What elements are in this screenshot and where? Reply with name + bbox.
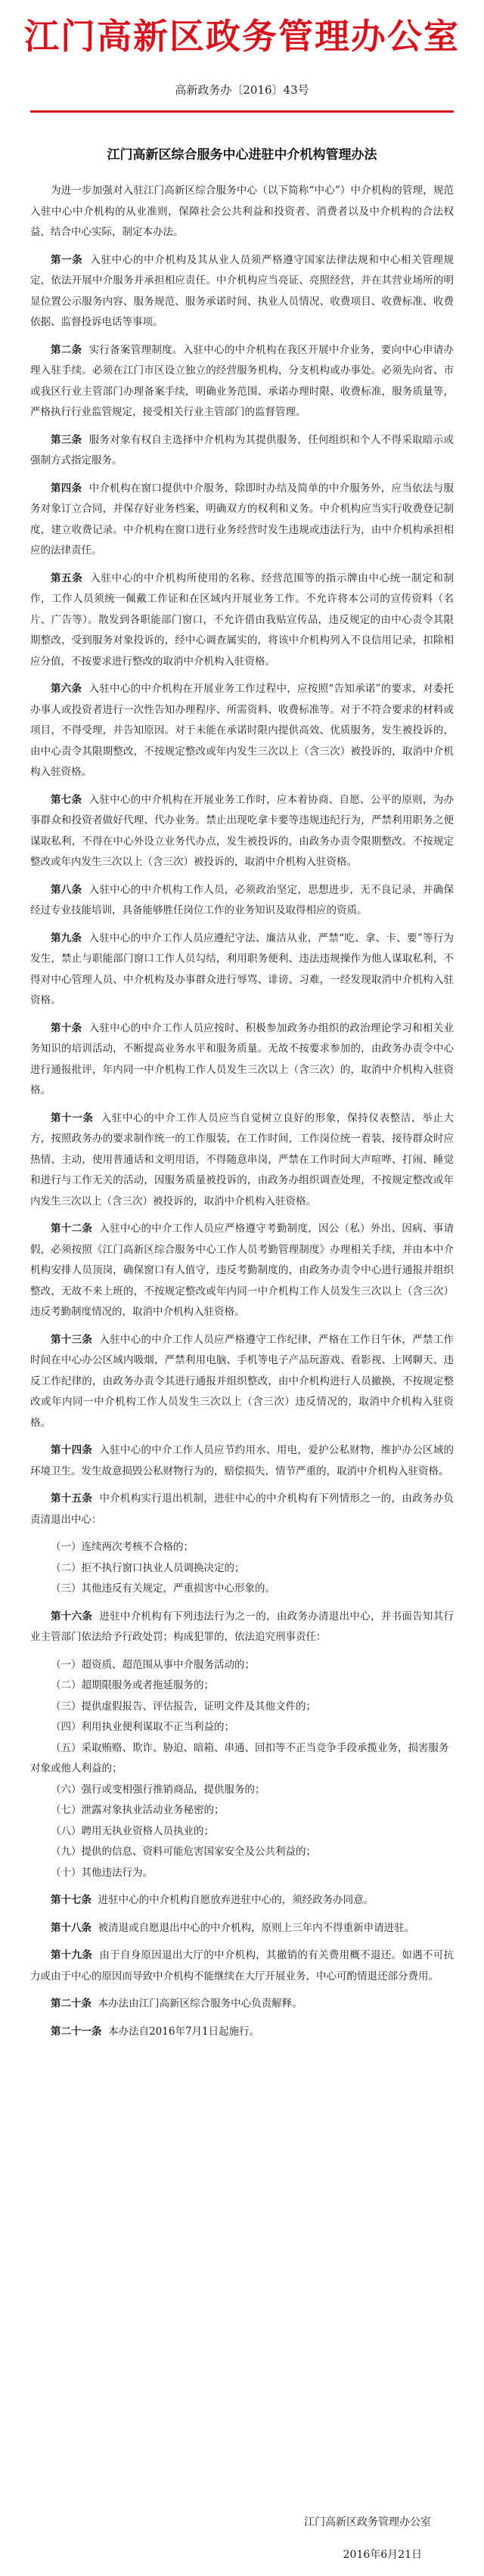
article-paragraph	[30, 679, 454, 783]
article-paragraph	[30, 1918, 454, 1939]
article-text: 中介机构实行退出机制，进驻中心的中介机构有下列情形之一的，由政务办负责清退出中心：	[30, 1493, 454, 1526]
article-label: 第十七条	[51, 1894, 92, 1906]
article-paragraph	[30, 1945, 454, 1987]
article-text: 入驻中心的中介工作人员应当自觉树立良好的形象，保持仪表整洁，举止大方，按照政务办的要求制作统一的工作服装，在工作时间，工作岗位统一着装，接待群众时应热情、主动，使用普通话和文明用语，不得随意串岗，严禁在工作时间大声喧哗、打闹、睡觉和进行与工作无关的活动，因服务质量被投诉的，由政务办组织调查处理，不按规定整改或年内发生三次以上（含三次）被投诉的，取消中介机构入驻资格。	[30, 1111, 455, 1207]
article-label: 第十三条	[51, 1333, 93, 1346]
articles-list	[30, 250, 454, 1531]
article-paragraph	[30, 1330, 454, 1434]
article-text: 入驻中心的中介机构工作人员，必须政治坚定，思想进步，无不良记录，并确保经过专业技能培训，具备能够胜任岗位工作的业务知识及取得相应的资质。	[30, 883, 455, 916]
article-text: 由于自身原因退出大厅的中介机构，其撤销的有关费用概不退还。如遇不可抗力或由于中心的原因而导致中介机构不能继续在大厅开展业务，中心可酌情退还部分费用。	[30, 1949, 454, 1982]
article-label: 第二十条	[51, 1998, 92, 2010]
document-title: 江门高新区综合服务中心进驻中介机构管理办法	[107, 147, 377, 163]
article-label: 第九条	[51, 932, 82, 944]
list-item: （五）采取贿赂、欺诈、胁迫、暗箱、串通、回扣等不正当竞争手段承揽业务，损害服务对象或他人利益的；	[30, 1741, 449, 1775]
document-body	[30, 144, 454, 2049]
red-divider-line	[30, 110, 454, 113]
list-item: （二）超期限服务或者拖延服务的；	[51, 1679, 214, 1691]
article-paragraph	[30, 1018, 454, 1102]
list-item: （十）其他违法行为。	[51, 1866, 153, 1879]
article-text: 入驻中心的中介工作人员应节约用水、用电，爱护公私财物，维护办公区域的环境卫生。发生故意损毁公私财物行为的，赔偿损失，情节严重的，取消中介机构入驻资格。	[30, 1444, 454, 1477]
article-text: 入驻中心的中介机构所使用的名称、经营范围等的指示牌由中心统一制定和制作，工作人员须统一佩戴工作证和在区域内开展业务工作。不允许将本公司的宣传资料（名片、广告等）。散发到各职能部门窗口，不允许借由我贴宣传品，违反规定的由中心责令其限期整改，受到服务对象投诉的，经中心调查属实的，将该中介机构列入不良信用记录，扣除相应分值，不按要求进行整改的取消中介机构入驻资格。	[30, 572, 455, 668]
article-paragraph	[30, 928, 454, 1012]
article-paragraph	[30, 790, 454, 873]
list-item: （九）提供的信息、资料可能危害国家安全及公共利益的；	[51, 1846, 316, 1858]
article-label: 第一条	[51, 253, 83, 266]
list-item: （四）利用执业便利谋取不正当利益的；	[51, 1721, 234, 1733]
list-item: （三）其他违反有关规定，严重损害中心形象的。	[51, 1582, 275, 1595]
article-paragraph	[30, 569, 454, 673]
list-item: （六）强行或变相强行推销商品，提供服务的；	[51, 1783, 265, 1796]
article-text: 实行备案管理制度。入驻中心的中介机构在我区开展中介业务，要向中心申请办理入驻手续。必须在江门市区设立独立的经营服务机构，分支机构或办事处。必须先向省、市或我区行业主管部门办理备案手续，明确业务范围、承诺办理时限、收费标准，服务质量等，严格执行行业监管规定，接受相关行业主管部门的监督管理。	[30, 343, 455, 418]
article-label: 第十八条	[51, 1921, 92, 1934]
issue-date: 2016年6月21日	[343, 2549, 422, 2561]
list-item: （八）聘用无执业资格人员执业的；	[51, 1824, 214, 1837]
article-label: 第二十一条	[51, 2025, 102, 2038]
article-paragraph	[30, 1219, 454, 1323]
article-text: 入驻中心的中介工作人员应严格遵守工作纪律，严格在工作日午休，严禁工作时间在中心办公区域内吸烟，严禁利用电脑、手机等电子产品玩游戏、看影视、上网聊天、违反工作纪律的，由政务办责令其进行通报并组织整改，由中介机构进行人员撤换，不按规定整改或年内同一中介机构工作人员发生三次以上（含三次）违反情况的，取消中介机构入驻资格。	[30, 1333, 454, 1429]
list-item: （二）拒不执行窗口执业人员调换决定的；	[51, 1561, 245, 1574]
article-text: 本办法自2016年7月1日起施行。	[108, 2025, 260, 2038]
article-paragraph	[30, 479, 454, 562]
article-label: 第三条	[51, 433, 82, 446]
article-label: 第七条	[51, 793, 82, 806]
article-16-items	[30, 1655, 454, 1884]
list-item: （一）超资质、超范围从事中介服务活动的；	[51, 1658, 255, 1671]
article-paragraph	[30, 1607, 454, 1648]
list-item: （七）泄露对象执业活动业务秘密的；	[51, 1804, 225, 1816]
article-paragraph	[30, 250, 454, 333]
article-text: 入驻中心的中介工作人员应严格遵守考勤制度，因公（私）外出、因病、事请假，必须按照《江门高新区综合服务中心工作人员考勤管理制度》办理相关手续，并由本中介机构安排人员顶岗，确保窗口有人值守，违反考勤制度的，由政务办责令中心进行通报并组织整改，无故不来上班的，不按规定整改或年内同一中介机构工作人员发生三次以上（含三次）违反考勤制度情况的，取消中介机构入驻资格。	[30, 1223, 454, 1318]
article-label: 第五条	[51, 572, 83, 584]
article-paragraph	[30, 880, 454, 922]
article-paragraph	[30, 1108, 454, 1213]
article-paragraph	[30, 430, 454, 472]
article-paragraph	[30, 1994, 454, 2015]
article-text: 被清退或自愿退出中心的中介机构，原则上三年内不得重新申请进驻。	[98, 1921, 415, 1934]
article-text: 入驻中心的中介工作人员应按时、积极参加政务办组织的政治理论学习和相关业务知识的培训活动，不断提高业务水平和服务质量。无故不按要求参加的，由政务办责令中心进行通报批评，年内同一中介机构工作人员发生三次以上（含三次）的，取消中介机构入驻资格。	[30, 1021, 455, 1096]
document-number: 高新政务办〔2016〕43号	[175, 83, 309, 97]
closing-articles-list	[30, 1890, 454, 2042]
article-label: 第十四条	[51, 1444, 93, 1456]
article-text: 服务对象有权自主选择中介机构为其提供服务，任何组织和个人不得采取暗示或强制方式指定服务。	[30, 433, 455, 467]
article-text: 入驻中心的中介工作人员应遵纪守法、廉洁从业，严禁“吃、拿、卡、要”等行为发生，禁止与职能部门窗口工作人员勾结，利用职务便利、违法违规操作为他人谋取私利，不得对中心管理人员、中介机构及办事群众进行辱骂、诽谤、习难，一经发现取消中介机构入驻资格。	[30, 932, 454, 1006]
intro-paragraph: 为进一步加强对入驻江门高新区综合服务中心（以下简称“中心”）中介机构的管理，规范入驻中心中介机构的从业准则，保障社会公共利益和投资者、消费者以及中介机构的合法权益，结合中心实际，制定本办法。	[30, 184, 454, 238]
list-item: （三）提供虚假报告、评估报告，证明文件及其他文件的；	[51, 1700, 316, 1713]
article-label: 第八条	[51, 883, 82, 896]
article-text: 入驻中心的中介机构及其从业人员须严格遵守国家法律法规和中心相关管理规定，依法开展中介服务并承担相应责任。中介机构应当亮证、亮照经营，并在其营业场所的明显位置公示服务内容、服务规范、服务承诺时间、执业人员情况、收费项目、收费标准、收费依据、监督投诉电话等事项。	[30, 253, 455, 328]
article-label: 第十二条	[51, 1223, 93, 1235]
article-paragraph	[30, 1440, 454, 1482]
list-item: （一）连续两次考核不合格的；	[51, 1541, 194, 1553]
article-paragraph	[30, 340, 454, 423]
office-header-title: 江门高新区政务管理办公室	[24, 16, 460, 57]
article-label: 第二条	[51, 343, 82, 356]
article-paragraph	[30, 1890, 454, 1911]
article-text: 进驻中介机构有下列违法行为之一的，由政务办清退出中心，并书面告知其行业主管部门依法给予行政处罚；构成犯罪的，依法追究刑事责任：	[30, 1610, 454, 1643]
article-15-items	[30, 1537, 454, 1600]
article-label: 第十六条	[51, 1610, 93, 1623]
article-label: 第十条	[51, 1021, 82, 1034]
issuer-signature: 江门高新区政务管理办公室	[304, 2516, 431, 2528]
article-text: 入驻中心的中介机构在开展业务工作过程中，应按照“告知承诺”的要求，对委托办事人或投资者进行一次性告知办理程序、所需资料、收费标准等。对于不符合要求的材料或项目，不得受理，并告知原因。对于未能在承诺时限内提供高效、优质服务，发生被投诉的，由中心责令其限期整改，不按规定整改或年内发生三次以上（含三次）被投诉的，取消中介机构入驻资格。	[30, 683, 454, 778]
article-label: 第十九条	[51, 1949, 93, 1961]
article-label: 第十五条	[51, 1493, 93, 1505]
article-text: 本办法由江门高新区综合服务中心负责解释。	[98, 1998, 302, 2010]
article-label: 第四条	[51, 482, 82, 494]
article-text: 中介机构在窗口提供中介服务，除即时办结及简单的中介服务外，应当依法与服务对象订立合同，并保存好业务档案，明确双方的权利和义务。中介机构应当实行收费登记制度，建立收费记录。中介机构在窗口进行业务经营时发生违规或违法行为，由中介机构承担相应的法律责任。	[30, 482, 455, 556]
article-text: 入驻中心的中介机构在开展业务工作时，应本着协商、自愿、公平的原则，为办事群众和投资者做好代理、代办业务。禁止出现吃拿卡要等违规违纪行为，严禁利用职务之便谋取私利，不得在中心外设立业务代办点，发生被投诉的，由政务办责令限期整改。不按规定整改或年内发生三次以上（含三次）被投诉的，取消中介机构入驻资格。	[30, 793, 455, 868]
article-text: 进驻中心的中介机构自愿放弃进驻中心的，须经政务办同意。	[98, 1894, 374, 1906]
article-label: 第十一条	[51, 1111, 94, 1124]
article-label: 第六条	[51, 683, 82, 695]
article-paragraph	[30, 1489, 454, 1530]
article-paragraph	[30, 2022, 454, 2043]
